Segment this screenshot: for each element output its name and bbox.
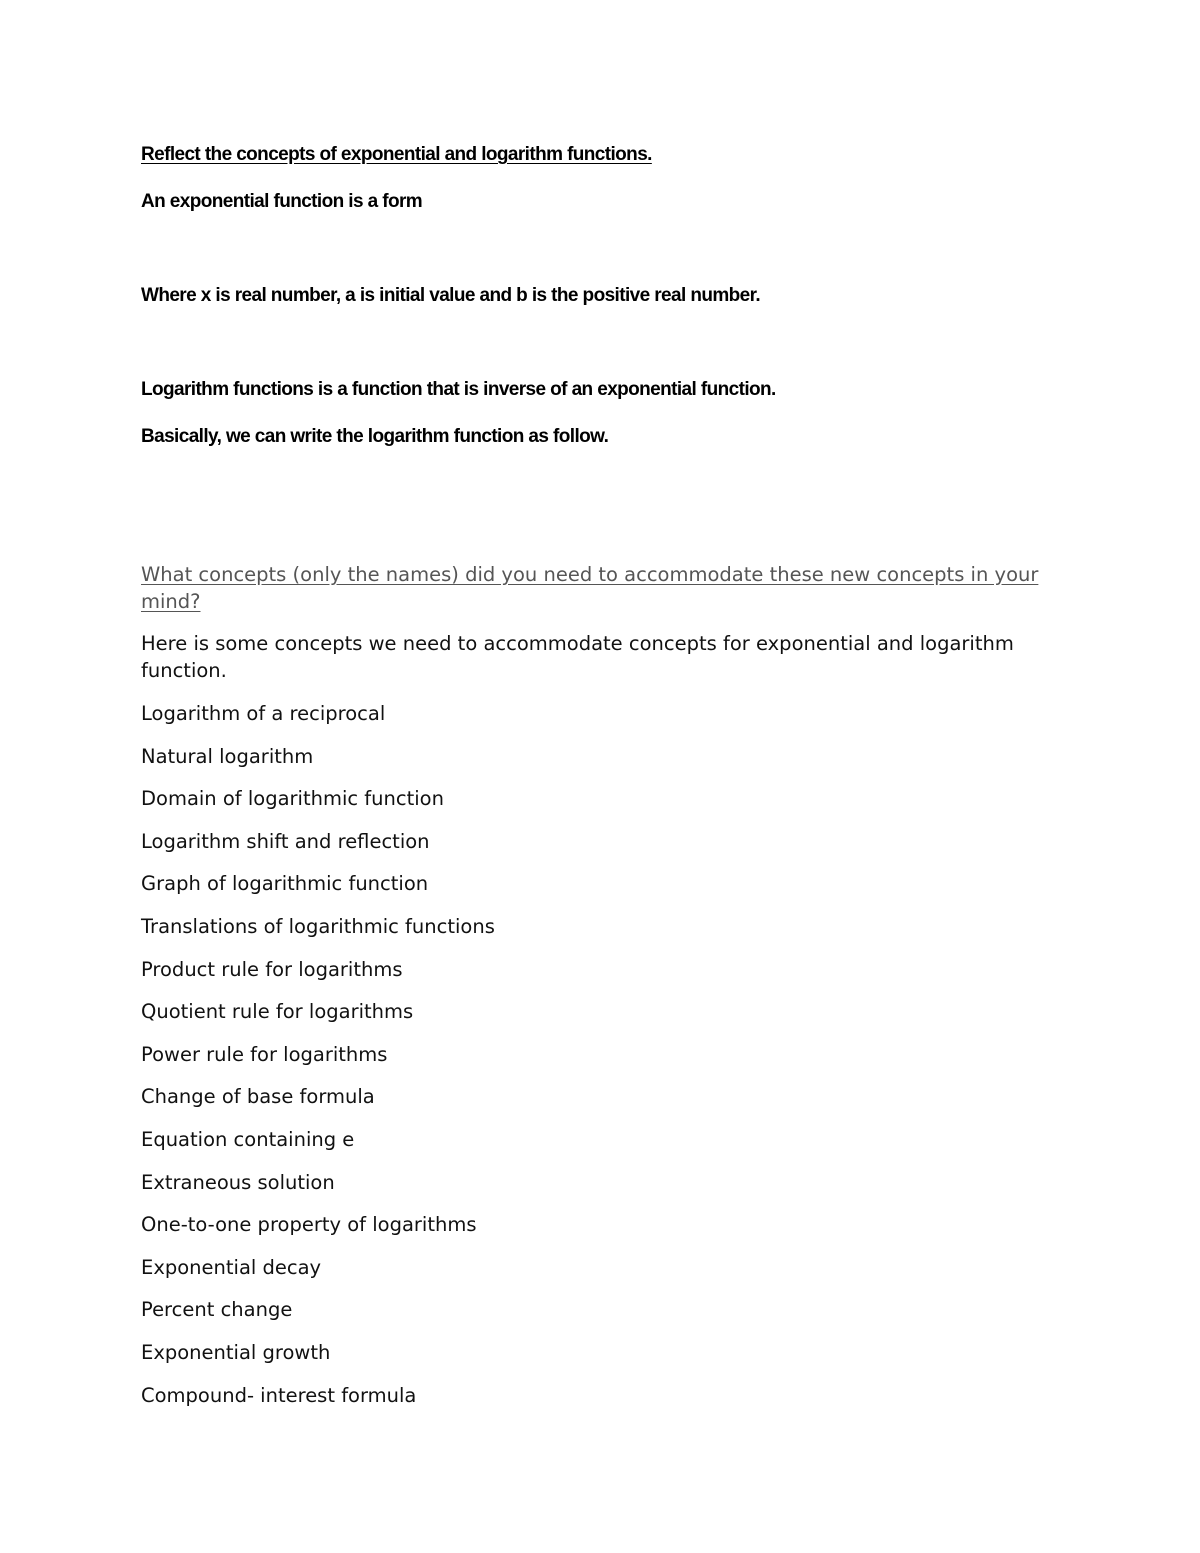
list-item: Exponential growth: [141, 1340, 331, 1364]
list-item: Graph of logarithmic function: [141, 872, 429, 896]
answer-intro: Here is some concepts we need to accommodate concepts for exponential and logarithm function.: [141, 632, 1014, 682]
list-item: Equation containing e: [141, 1127, 355, 1151]
list-item: Logarithm shift and reflection: [141, 829, 430, 853]
logarithm-definition: Logarithm functions is a function that is inverse of an exponential function.: [141, 379, 776, 400]
list-item: Compound- interest formula: [141, 1383, 417, 1407]
list-item: Natural logarithm: [141, 744, 314, 768]
document-heading: Reflect the concepts of exponential and logarithm functions.: [141, 144, 652, 165]
list-item: Logarithm of a reciprocal: [141, 702, 386, 725]
list-item: Power rule for logarithms: [141, 1042, 388, 1066]
list-item: Product rule for logarithms: [141, 957, 403, 981]
list-item: Change of base formula: [141, 1085, 375, 1109]
list-item: Percent change: [141, 1298, 293, 1322]
reflection-question: What concepts (only the names) did you need to accommodate these new concepts in your mind?: [141, 563, 1039, 613]
exponential-variables: Where x is real number, a is initial value and b is the positive real number.: [141, 285, 761, 306]
list-item: One-to-one property of logarithms: [141, 1213, 477, 1237]
list-item: Extraneous solution: [141, 1170, 335, 1194]
exponential-definition: An exponential function is a form: [141, 191, 423, 212]
list-item: Domain of logarithmic function: [141, 787, 444, 811]
list-item: Exponential decay: [141, 1255, 322, 1279]
logarithm-write: Basically, we can write the logarithm function as follow.: [141, 426, 609, 447]
list-item: Quotient rule for logarithms: [141, 1000, 414, 1024]
concept-list: [141, 700, 495, 1424]
list-item: Translations of logarithmic functions: [141, 914, 495, 938]
